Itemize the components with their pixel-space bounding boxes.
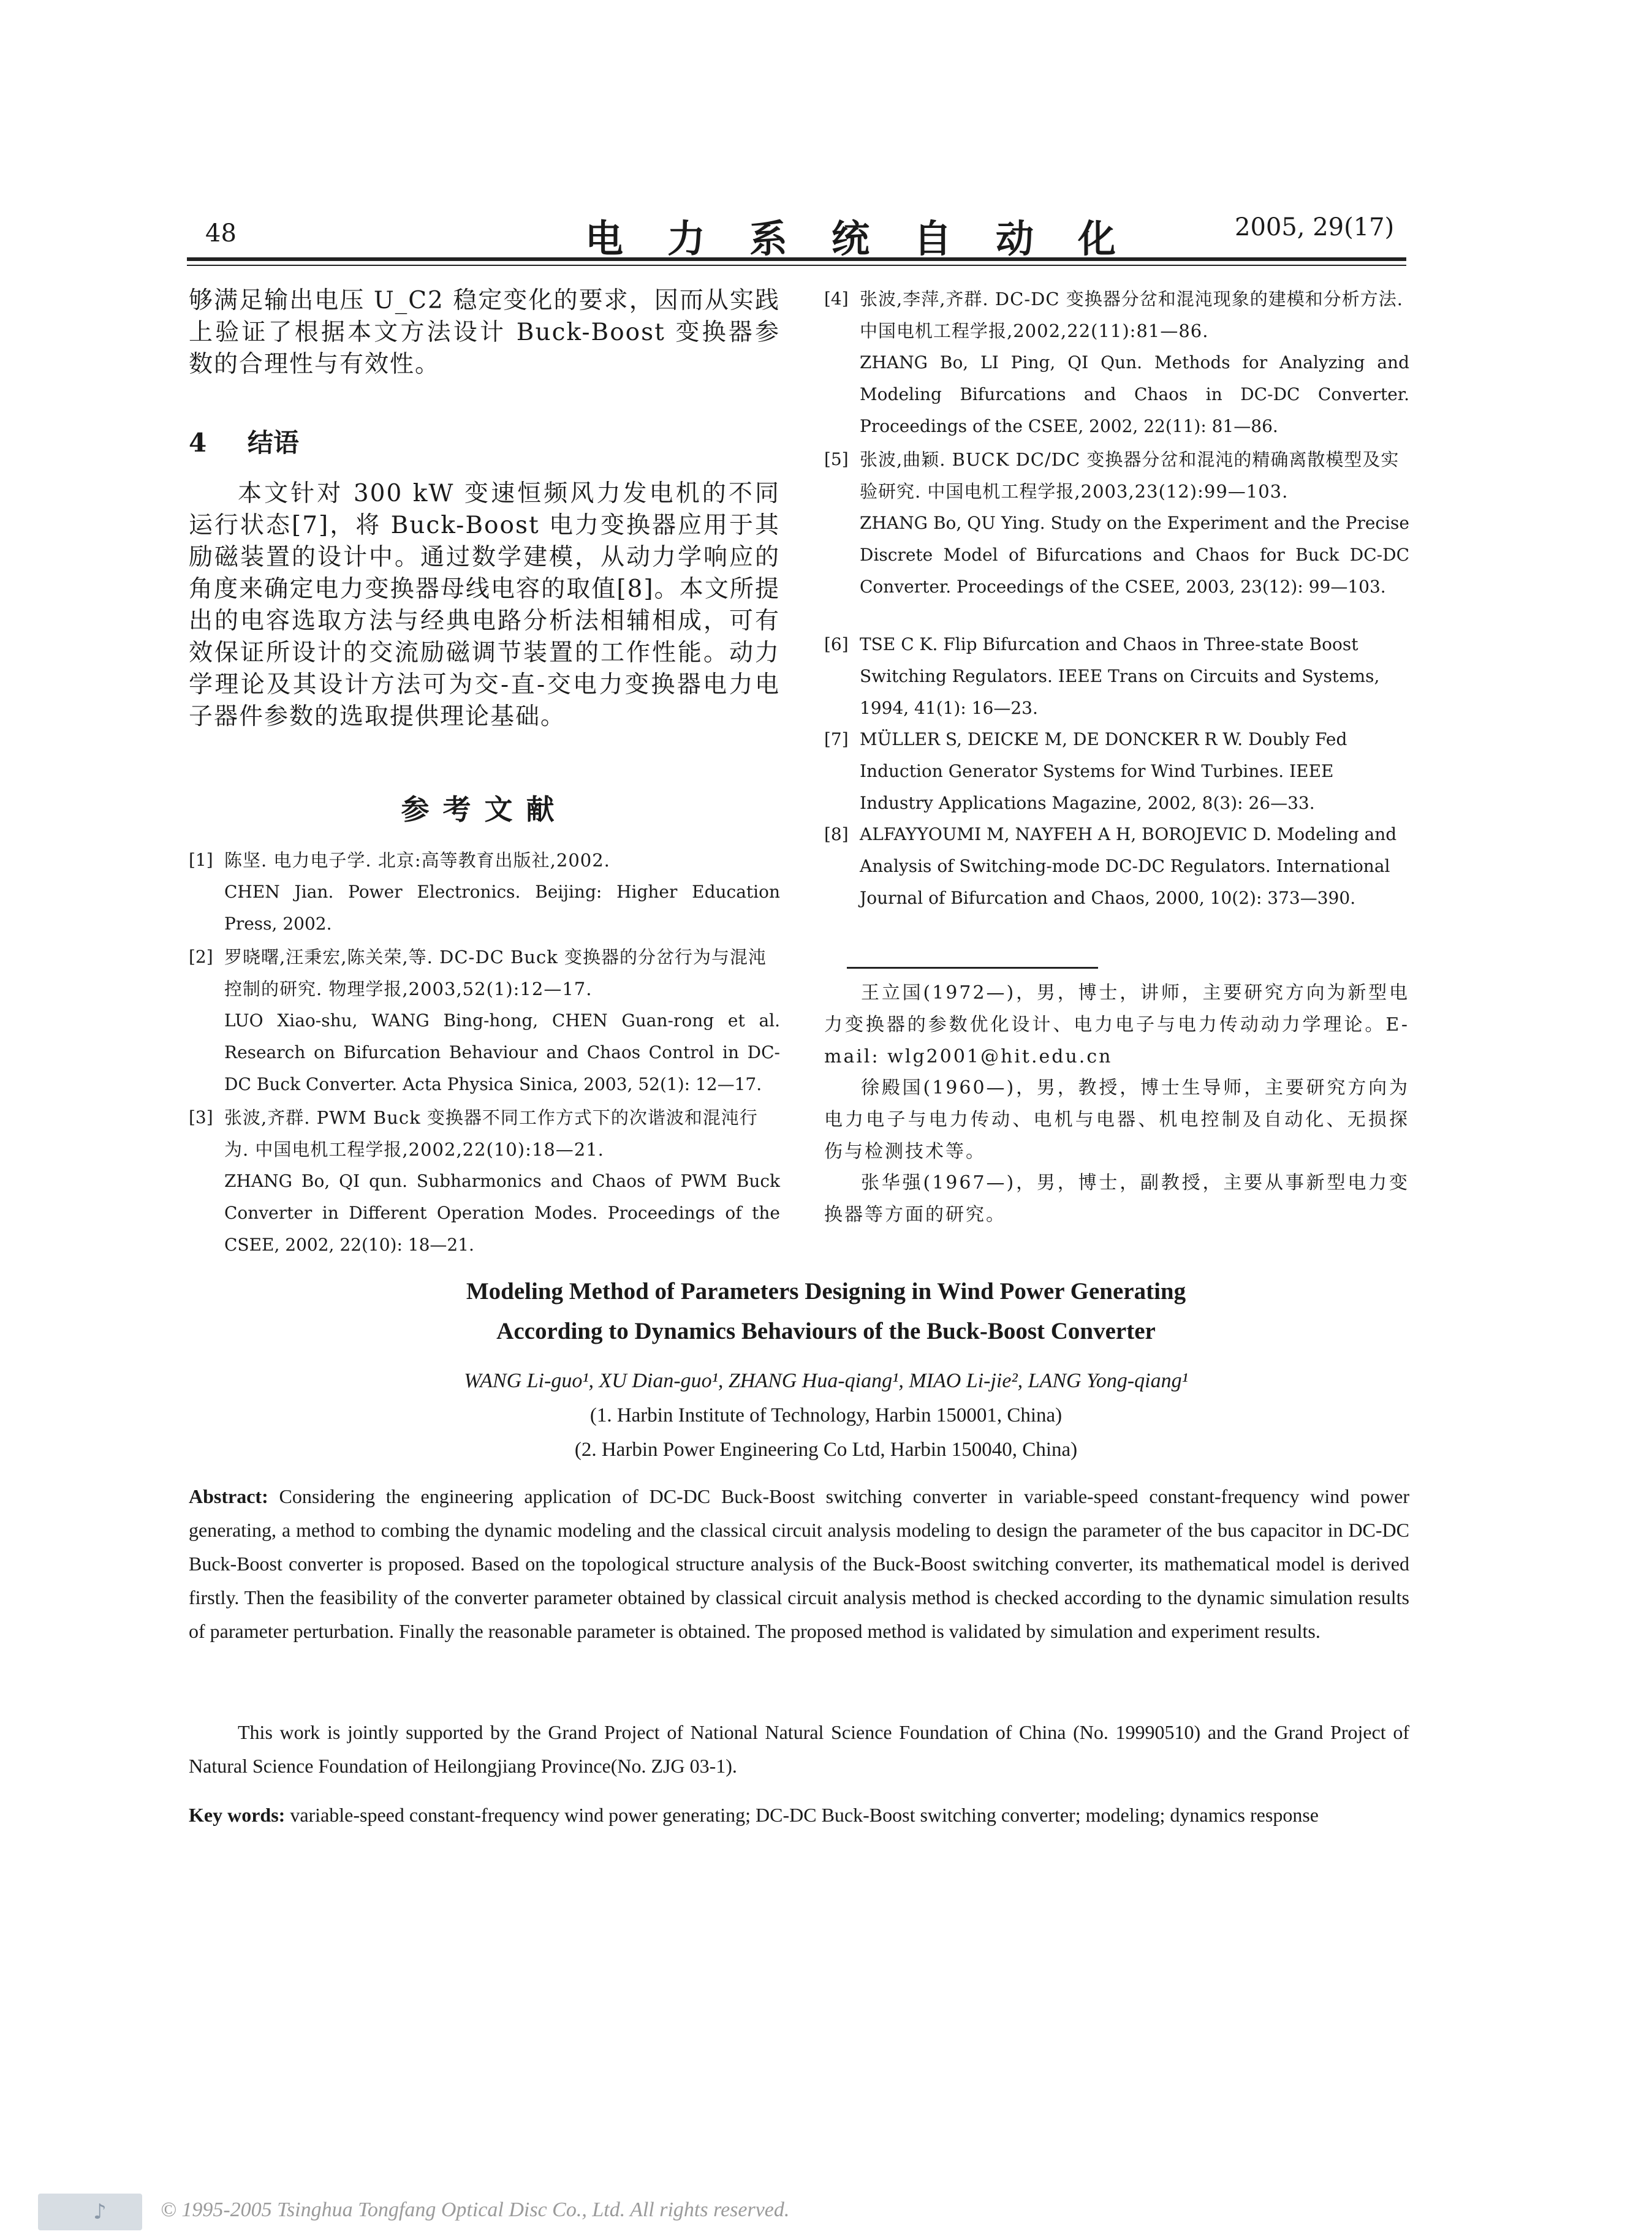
reference-en: ZHANG Bo, LI Ping, QI Qun. Methods for Analyzing and Modeling Bifurcations and Chaos in DC-DC Converter. Proceedings of the CSEE, 2002, 22(11): 81—86.	[860, 352, 1409, 436]
keywords	[189, 1798, 1409, 1832]
author-bio: 王立国(1972—)，男，博士，讲师，主要研究方向为新型电力变换器的参数优化设计、电力电子与电力传动动力学理论。E-mail: wlg2001@hit.edu.cn	[824, 982, 1409, 1067]
reference-item	[824, 819, 1409, 914]
abstract-text: Considering the engineering application of DC-DC Buck-Boost switching converter in variable-speed constant-frequency wind power generating, a method to combing the dynamic modeling and the classical circuit analysis modeling to design the parameter of the bus capacitor in DC-DC Buck-Boost converter is proposed. Based on the topological structure analysis of the Buck-Boost switching converter, its mathematical model is derived firstly. Then the feasibility of the converter parameter obtained by classical circuit analysis method is checked according to the dynamic simulation results of parameter perturbation. Finally the reasonable parameter is obtained. The proposed method is validated by simulation and experiment results.	[189, 1485, 1410, 1642]
author-bio: 张华强(1967—)，男，博士，副教授，主要从事新型电力变换器等方面的研究。	[824, 1172, 1409, 1225]
header-rule	[187, 257, 1406, 261]
journal-title: 电力系统自动化	[585, 216, 1161, 261]
copyright-notice: © 1995-2005 Tsinghua Tongfang Optical Disc Co., Ltd. All rights reserved.	[161, 2198, 790, 2221]
author-bio: 徐殿国(1960—)，男，教授，博士生导师，主要研究方向为电力电子与电力传动、电机与电器、机电控制及自动化、无损探伤与检测技术等。	[824, 1077, 1409, 1162]
reference-tag: [2]	[189, 947, 213, 967]
conclusion-paragraph: 本文针对 300 kW 变速恒频风力发电机的不同运行状态[7]，将 Buck-Boost 电力变换器应用于其励磁装置的设计中。通过数学建模，从动力学响应的角度来确定电力变换器母线电容的取值[8]。本文所提出的电容选取方法与经典电路分析法相辅相成，可有效保证所设计的交流励磁调节装置的工作性能。动力学理论及其设计方法可为交-直-交电力变换器电力电子器件参数的选取提供理论基础。	[189, 480, 780, 730]
reference-item	[189, 1102, 780, 1261]
keywords-label: Key words:	[189, 1804, 286, 1826]
keywords-text: variable-speed constant-frequency wind power generating; DC-DC Buck-Boost switching converter; modeling; dynamics response	[290, 1804, 1319, 1826]
reference-cn: 陈坚. 电力电子学. 北京:高等教育出版社,2002.	[224, 850, 610, 871]
reference-item	[824, 283, 1409, 444]
reference-en: CHEN Jian. Power Electronics. Beijing: Higher Education Press, 2002.	[224, 882, 780, 934]
reference-tag: [1]	[189, 850, 213, 870]
reference-item	[824, 724, 1409, 819]
reference-cn: 张波,曲颖. BUCK DC/DC 变换器分岔和混沌的精确离散模型及实验研究. 中国电机工程学报,2003,23(12):99—103.	[860, 449, 1400, 502]
reference-en: ALFAYYOUMI M, NAYFEH A H, BOROJEVIC D. Modeling and Analysis of Switching-mode DC-DC Regulators. International Journal of Bifurcation and Chaos, 2000, 10(2): 373—390.	[860, 824, 1397, 908]
reference-cn: 张波,齐群. PWM Buck 变换器不同工作方式下的次谐波和混沌行为. 中国电机工程学报,2002,22(10):18—21.	[224, 1107, 758, 1160]
reference-en: MÜLLER S, DEICKE M, DE DONCKER R W. Doubly Fed Induction Generator Systems for Wind Turbines. IEEE Industry Applications Magazine, 2002, 8(3): 26—33.	[860, 729, 1347, 813]
english-title-line-2: According to Dynamics Behaviours of the Buck-Boost Converter	[496, 1318, 1156, 1344]
header-rule-thin	[187, 265, 1406, 266]
reference-item	[824, 629, 1409, 724]
affiliation-2: (2. Harbin Power Engineering Co Ltd, Harbin 150040, China)	[574, 1439, 1078, 1461]
bio-divider	[847, 967, 1098, 969]
section-heading	[189, 423, 780, 460]
publisher-logo-icon	[38, 2194, 142, 2230]
reference-list-left	[189, 844, 780, 1261]
reference-cn: 罗晓曙,汪秉宏,陈关荣,等. DC-DC Buck 变换器的分岔行为与混沌控制的研究. 物理学报,2003,52(1):12—17.	[224, 947, 767, 999]
abstract-label: Abstract:	[189, 1485, 268, 1507]
reference-tag: [8]	[824, 824, 849, 844]
reference-tag: [4]	[824, 289, 849, 309]
page-header	[0, 0, 1652, 282]
section-number: 4	[189, 428, 207, 458]
reference-tag: [3]	[189, 1107, 213, 1127]
reference-item	[189, 941, 780, 1102]
reference-tag: [5]	[824, 449, 849, 469]
intro-paragraph: 够满足输出电压 U_C2 稳定变化的要求，因而从实践上验证了根据本文方法设计 Buck-Boost 变换器参数的合理性与有效性。	[189, 287, 780, 378]
reference-item	[189, 844, 780, 941]
reference-en: LUO Xiao-shu, WANG Bing-hong, CHEN Guan-rong et al. Research on Bifurcation Behaviour and Chaos Control in DC-DC Buck Converter. Acta Physica Sinica, 2003, 52(1): 12—17.	[224, 1010, 780, 1094]
section-title: 结语	[247, 428, 299, 458]
reference-en: ZHANG Bo, QU Ying. Study on the Experiment and the Precise Discrete Model of Bifurcations and Chaos for Buck DC-DC Converter. Proceedings of the CSEE, 2003, 23(12): 99—103.	[860, 513, 1409, 597]
abstract	[189, 1480, 1409, 1648]
affiliation-1: (1. Harbin Institute of Technology, Harbin 150001, China)	[589, 1404, 1063, 1426]
reference-en: ZHANG Bo, QI qun. Subharmonics and Chaos of PWM Buck Converter in Different Operation Modes. Proceedings of the CSEE, 2002, 22(10): 18—21.	[224, 1171, 780, 1255]
english-authors: WANG Li-guo¹, XU Dian-guo¹, ZHANG Hua-qiang¹, MIAO Li-jie², LANG Yong-qiang¹	[464, 1369, 1188, 1392]
reference-tag: [6]	[824, 634, 849, 654]
reference-item	[824, 444, 1409, 629]
funding-note: This work is jointly supported by the Grand Project of National Natural Science Foundation of China (No. 19990510) and the Grand Project of Natural Science Foundation of Heilongjiang Province(No. ZJG 03-1).	[189, 1721, 1409, 1777]
reference-tag: [7]	[824, 729, 849, 749]
reference-list-right	[824, 283, 1409, 914]
page-number: 48	[205, 219, 237, 248]
english-title-line-1: Modeling Method of Parameters Designing in Wind Power Generating	[466, 1278, 1186, 1304]
logo-glyph: ♪	[93, 2200, 107, 2224]
reference-cn: 张波,李萍,齐群. DC-DC 变换器分岔和混沌现象的建模和分析方法. 中国电机工程学报,2002,22(11):81—86.	[860, 289, 1403, 341]
references-heading: 参考文献	[401, 793, 568, 826]
reference-en: TSE C K. Flip Bifurcation and Chaos in Three-state Boost Switching Regulators. IEEE Trans on Circuits and Systems, 1994, 41(1): 16—23.	[860, 634, 1380, 718]
issue-info: 2005, 29(17)	[1235, 213, 1395, 241]
